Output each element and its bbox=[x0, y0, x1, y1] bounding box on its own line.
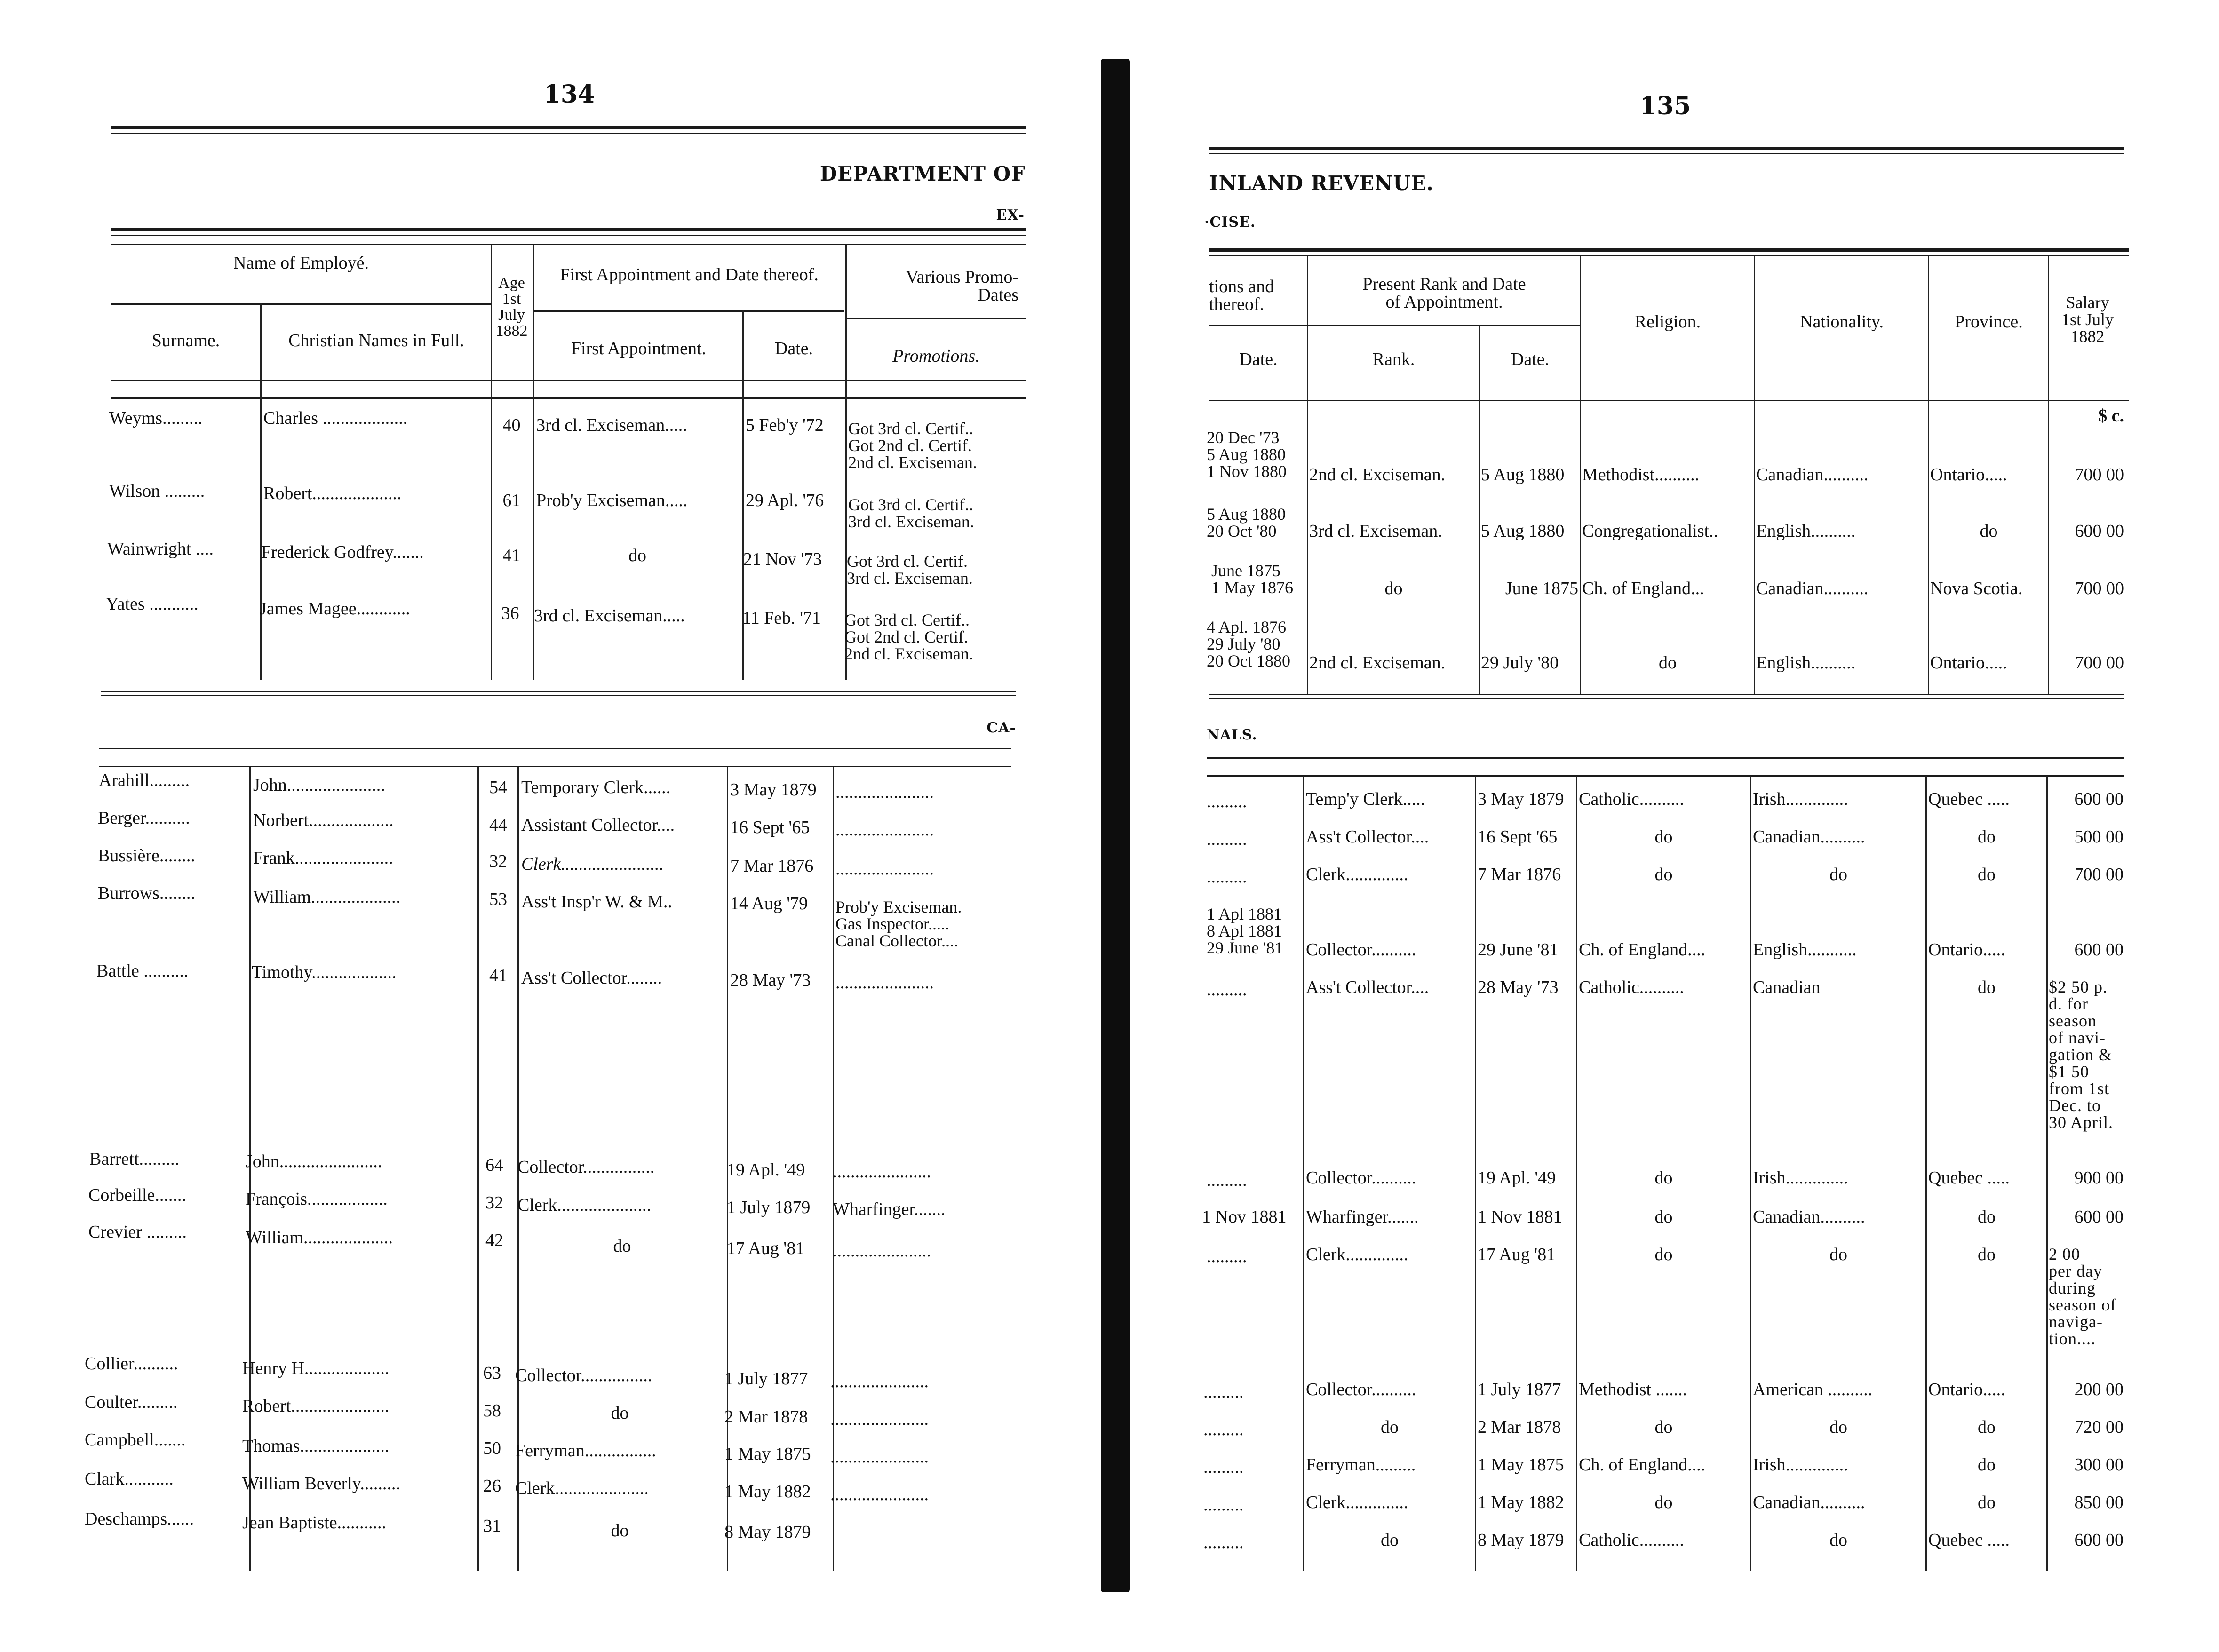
rank-cell: Temp'y Clerk..... bbox=[1306, 789, 1425, 809]
promotions-cell: Prob'y Exciseman. Gas Inspector..... Canal Collector.... bbox=[835, 897, 962, 950]
rank-cell: Ass't Collector.... bbox=[1306, 827, 1429, 847]
right-page-number: 135 bbox=[1639, 92, 1691, 120]
left-department-title: DEPARTMENT OF bbox=[819, 162, 1026, 185]
age-cell: 64 bbox=[485, 1155, 503, 1175]
promotions-cell: ...................... bbox=[830, 1372, 929, 1391]
left-header-appt-rule bbox=[534, 310, 844, 312]
right-department-title: INLAND REVENUE. bbox=[1209, 172, 1434, 195]
header-age: Age 1st July 1882 bbox=[495, 274, 528, 340]
religion-cell: do bbox=[1654, 1493, 1673, 1512]
right-canals-top-rule bbox=[1207, 757, 2124, 759]
province-cell: Quebec ..... bbox=[1928, 1530, 2010, 1550]
nationality-cell: do bbox=[1829, 1417, 1847, 1437]
promotion-date-cell: ......... bbox=[1207, 1247, 1247, 1266]
christian-cell: John....................... bbox=[246, 1152, 382, 1171]
rank-cell: Collector.......... bbox=[1306, 940, 1416, 960]
religion-cell: Catholic.......... bbox=[1579, 789, 1684, 809]
rank-date-cell: 1 Nov 1881 bbox=[1478, 1207, 1562, 1227]
salary-cell: 720 00 bbox=[2074, 1417, 2124, 1437]
religion-cell: do bbox=[1654, 1168, 1673, 1188]
age-cell: 26 bbox=[483, 1476, 501, 1496]
age-cell: 61 bbox=[502, 491, 521, 510]
salary-cell: 500 00 bbox=[2074, 827, 2124, 847]
promotions-cell: ...................... bbox=[835, 973, 934, 993]
right-header-bottom-rule bbox=[1209, 400, 2129, 401]
appointment-cell: do bbox=[611, 1521, 629, 1541]
appointment-cell: Collector................ bbox=[517, 1157, 655, 1177]
promotion-date-cell: ......... bbox=[1207, 980, 1247, 1000]
age-cell: 31 bbox=[483, 1516, 501, 1536]
appointment-cell: 3rd cl. Exciseman..... bbox=[536, 415, 687, 435]
left-header-promo-rule bbox=[847, 318, 1026, 319]
left-page-number: 134 bbox=[543, 80, 595, 109]
promotions-cell: Got 3rd cl. Certif.. Got 2nd cl. Certif. 2nd cl. Exciseman. bbox=[848, 419, 977, 472]
christian-cell: Henry H................... bbox=[242, 1358, 390, 1378]
promotion-date-cell: June 1875 1 May 1876 bbox=[1211, 561, 1293, 597]
right-header-mid-rule bbox=[1209, 325, 1581, 326]
promotions-cell: ...................... bbox=[830, 1409, 929, 1429]
promotion-date-cell: 1 Apl 1881 8 Apl 1881 29 June '81 bbox=[1207, 905, 1283, 957]
promotion-date-cell: ......... bbox=[1207, 867, 1247, 887]
surname-cell: Burrows........ bbox=[98, 883, 195, 903]
promotion-date-cell: 4 Apl. 1876 29 July '80 20 Oct 1880 bbox=[1207, 618, 1290, 670]
province-cell: do bbox=[1978, 865, 1996, 884]
christian-cell: Charles ................... bbox=[263, 408, 408, 428]
surname-cell: Wilson ......... bbox=[109, 481, 205, 501]
religion-cell: Catholic.......... bbox=[1579, 977, 1684, 997]
rank-date-cell: 1 May 1875 bbox=[1478, 1455, 1564, 1475]
date-cell: 1 May 1882 bbox=[724, 1482, 811, 1501]
promotion-date-cell: ......... bbox=[1203, 1382, 1244, 1402]
province-cell: Quebec ..... bbox=[1928, 789, 2010, 809]
salary-cell: 2 00 per day during season of naviga- tion.... bbox=[2049, 1245, 2116, 1348]
rank-date-cell: 28 May '73 bbox=[1478, 977, 1559, 997]
nationality-cell: English........... bbox=[1753, 940, 1857, 960]
date-cell: 17 Aug '81 bbox=[727, 1239, 805, 1258]
left-top-rule bbox=[111, 126, 1026, 129]
date-cell: 28 May '73 bbox=[730, 970, 811, 990]
promotions-cell: Got 3rd cl. Certif. 3rd cl. Exciseman. bbox=[847, 552, 973, 588]
rank-date-cell: 2 Mar 1878 bbox=[1478, 1417, 1561, 1437]
province-cell: Quebec ..... bbox=[1928, 1168, 2010, 1188]
age-cell: 42 bbox=[485, 1231, 503, 1250]
province-cell: do bbox=[1978, 1417, 1996, 1437]
rank-date-cell: 17 Aug '81 bbox=[1478, 1245, 1556, 1264]
header-present-rank: Present Rank and Date of Appointment. bbox=[1362, 274, 1526, 312]
appointment-cell: do bbox=[611, 1403, 629, 1423]
header-surname: Surname. bbox=[151, 331, 220, 350]
nationality-cell: American .......... bbox=[1753, 1380, 1873, 1399]
right-col-line-2 bbox=[1479, 325, 1480, 694]
salary-cell: 900 00 bbox=[2074, 1168, 2124, 1188]
book-gutter bbox=[1101, 59, 1130, 1592]
salary-cell: 850 00 bbox=[2074, 1493, 2124, 1512]
nationality-cell: Canadian.......... bbox=[1753, 827, 1865, 847]
date-cell: 1 July 1879 bbox=[727, 1198, 811, 1217]
left-section-excise: EX- bbox=[996, 207, 1025, 223]
right-section-canals: NALS. bbox=[1207, 727, 1257, 743]
christian-cell: Thomas.................... bbox=[242, 1436, 390, 1456]
right-col-line-5 bbox=[1928, 256, 1929, 694]
date-cell: 2 Mar 1878 bbox=[724, 1407, 808, 1427]
right-col-line-4 bbox=[1754, 256, 1755, 694]
age-cell: 36 bbox=[501, 604, 519, 623]
salary-cell: 700 00 bbox=[2075, 579, 2124, 598]
province-cell: Ontario..... bbox=[1930, 465, 2007, 484]
left-col-line-1 bbox=[260, 303, 262, 680]
rank-cell: Wharfinger....... bbox=[1306, 1207, 1419, 1227]
header-province: Province. bbox=[1955, 312, 2023, 332]
christian-cell: Frank...................... bbox=[253, 848, 393, 868]
rank-cell: do bbox=[1384, 579, 1403, 598]
date-cell: 16 Sept '65 bbox=[730, 818, 810, 837]
age-cell: 44 bbox=[489, 815, 507, 835]
age-cell: 50 bbox=[483, 1438, 501, 1458]
appointment-cell: do bbox=[613, 1236, 631, 1256]
province-cell: do bbox=[1978, 827, 1996, 847]
salary-cell: 700 00 bbox=[2075, 465, 2124, 484]
rank-date-cell: 8 May 1879 bbox=[1478, 1530, 1564, 1550]
date-cell: 29 Apl. '76 bbox=[746, 491, 824, 510]
promotion-date-cell: 1 Nov 1881 bbox=[1202, 1207, 1287, 1227]
province-cell: Ontario..... bbox=[1930, 653, 2007, 673]
appointment-cell: do bbox=[628, 546, 646, 565]
header-salary: Salary 1st July 1882 bbox=[2061, 293, 2114, 346]
left-header-top-rule-thin bbox=[111, 235, 1026, 236]
right-col-line-1 bbox=[1307, 256, 1308, 694]
nationality-cell: English.......... bbox=[1756, 653, 1856, 673]
promotion-date-cell: ......... bbox=[1207, 1170, 1247, 1190]
age-cell: 58 bbox=[483, 1401, 501, 1421]
surname-cell: Barrett......... bbox=[89, 1149, 180, 1169]
promotions-cell: ...................... bbox=[833, 1162, 931, 1182]
date-cell: 19 Apl. '49 bbox=[727, 1160, 805, 1180]
date-cell: 11 Feb. '71 bbox=[742, 608, 821, 628]
rank-cell: 3rd cl. Exciseman. bbox=[1309, 521, 1442, 541]
christian-cell: Robert.................... bbox=[263, 484, 402, 503]
header-first-appointment-group: First Appointment and Date thereof. bbox=[560, 265, 819, 285]
promotions-cell: ...................... bbox=[833, 1241, 931, 1261]
date-cell: 14 Aug '79 bbox=[730, 894, 808, 913]
appointment-cell: Prob'y Exciseman..... bbox=[536, 491, 688, 510]
nationality-cell: do bbox=[1829, 1530, 1847, 1550]
promotion-date-cell: 5 Aug 1880 20 Oct '80 bbox=[1207, 505, 1286, 540]
promotions-cell: ...................... bbox=[830, 1485, 929, 1504]
rank-date-cell: 7 Mar 1876 bbox=[1478, 865, 1561, 884]
province-cell: Nova Scotia. bbox=[1930, 579, 2023, 598]
rank-date-cell: 1 May 1882 bbox=[1478, 1493, 1564, 1512]
surname-cell: Campbell....... bbox=[85, 1430, 186, 1450]
religion-cell: Ch. of England.... bbox=[1579, 940, 1706, 960]
christian-cell: John...................... bbox=[253, 775, 385, 795]
left-canals-rule bbox=[99, 766, 1011, 767]
salary-cell: 300 00 bbox=[2074, 1455, 2124, 1475]
right-canal-col-line-4 bbox=[1750, 776, 1751, 1571]
religion-cell: do bbox=[1659, 653, 1677, 673]
promotions-cell: ...................... bbox=[835, 782, 934, 802]
header-tions-and-thereof: tions and thereof. bbox=[1209, 277, 1274, 314]
surname-cell: Collier.......... bbox=[85, 1354, 178, 1374]
salary-cell: 700 00 bbox=[2074, 865, 2124, 884]
promotions-cell: ...................... bbox=[835, 820, 934, 840]
left-excise-bottom-rule bbox=[101, 691, 1016, 692]
right-canal-col-line-2 bbox=[1475, 776, 1476, 1571]
province-cell: do bbox=[1978, 1207, 1996, 1227]
christian-cell: William.................... bbox=[246, 1228, 393, 1247]
rank-cell: Ferryman......... bbox=[1306, 1455, 1416, 1475]
christian-cell: Jean Baptiste........... bbox=[242, 1513, 387, 1533]
nationality-cell: Canadian.......... bbox=[1756, 579, 1869, 598]
left-header-mid-rule bbox=[111, 303, 492, 305]
salary-cell: 200 00 bbox=[2074, 1380, 2124, 1399]
rank-cell: Clerk.............. bbox=[1306, 1493, 1408, 1512]
promotions-cell: Got 3rd cl. Certif.. 3rd cl. Exciseman. bbox=[848, 495, 974, 531]
surname-cell: Battle .......... bbox=[96, 961, 189, 981]
date-cell: 21 Nov '73 bbox=[743, 549, 822, 569]
promotions-cell: ...................... bbox=[835, 859, 934, 879]
age-cell: 32 bbox=[489, 851, 507, 871]
rank-date-cell: 1 July 1877 bbox=[1478, 1380, 1561, 1399]
age-cell: 41 bbox=[489, 966, 507, 985]
surname-cell: Weyms......... bbox=[109, 408, 203, 428]
salary-cell: 700 00 bbox=[2075, 653, 2124, 673]
religion-cell: do bbox=[1654, 827, 1673, 847]
salary-cell: $2 50 p. d. for season of navi- gation & $1 50 from 1st Dec. to 30 April. bbox=[2049, 977, 2114, 1132]
province-cell: Ontario..... bbox=[1928, 940, 2005, 960]
province-cell: do bbox=[1978, 1455, 1996, 1475]
religion-cell: Methodist.......... bbox=[1582, 465, 1700, 484]
rank-date-cell: 5 Aug 1880 bbox=[1481, 465, 1565, 484]
promotions-cell: Got 3rd cl. Certif.. Got 2nd cl. Certif. 2nd cl. Exciseman. bbox=[844, 611, 973, 663]
province-cell: do bbox=[1978, 1493, 1996, 1512]
left-header-rule bbox=[111, 244, 1026, 245]
religion-cell: Methodist ....... bbox=[1579, 1380, 1687, 1399]
date-cell: 3 May 1879 bbox=[730, 780, 817, 800]
date-cell: 1 May 1875 bbox=[724, 1444, 811, 1464]
salary-cell: 600 00 bbox=[2075, 521, 2124, 541]
religion-cell: do bbox=[1654, 865, 1673, 884]
rank-date-cell: 16 Sept '65 bbox=[1478, 827, 1558, 847]
promotion-date-cell: ......... bbox=[1207, 792, 1247, 811]
rank-date-cell: 5 Aug 1880 bbox=[1481, 521, 1565, 541]
header-date-promotion: Date. bbox=[1239, 349, 1278, 369]
header-date-rank: Date. bbox=[1511, 349, 1550, 369]
promotion-date-cell: ......... bbox=[1203, 1420, 1244, 1439]
header-nationality: Nationality. bbox=[1800, 312, 1884, 332]
province-cell: do bbox=[1978, 977, 1996, 997]
appointment-cell: Clerk..................... bbox=[515, 1478, 649, 1498]
salary-cell: 600 00 bbox=[2074, 789, 2124, 809]
right-header-top-rule-thin bbox=[1209, 255, 2129, 256]
date-cell: 1 July 1877 bbox=[724, 1369, 808, 1389]
left-top-rule-thin bbox=[111, 133, 1026, 134]
appointment-cell: 3rd cl. Exciseman..... bbox=[534, 606, 685, 626]
surname-cell: Yates ........... bbox=[106, 594, 199, 614]
rank-date-cell: 19 Apl. '49 bbox=[1478, 1168, 1556, 1188]
appointment-cell: Clerk..................... bbox=[517, 1195, 651, 1215]
appointment-cell: Ass't Insp'r W. & M.. bbox=[521, 892, 672, 912]
right-top-rule bbox=[1209, 147, 2124, 150]
promotion-date-cell: 20 Dec '73 5 Aug 1880 1 Nov 1880 bbox=[1207, 428, 1287, 481]
surname-cell: Wainwright .... bbox=[107, 539, 214, 559]
header-religion: Religion. bbox=[1634, 312, 1701, 332]
right-header-top-rule bbox=[1209, 248, 2129, 252]
left-header-top-rule bbox=[111, 228, 1026, 231]
promotions-cell: ...................... bbox=[830, 1447, 929, 1467]
rank-cell: do bbox=[1381, 1417, 1399, 1437]
right-canal-col-line-5 bbox=[1925, 776, 1927, 1571]
header-date: Date. bbox=[774, 339, 813, 358]
surname-cell: Crevier ......... bbox=[88, 1222, 187, 1242]
christian-cell: Frederick Godfrey....... bbox=[261, 542, 424, 562]
rank-date-cell: June 1875 bbox=[1505, 579, 1578, 598]
right-top-rule-thin bbox=[1209, 153, 2124, 154]
surname-cell: Arahill......... bbox=[99, 770, 190, 790]
province-cell: do bbox=[1978, 1245, 1996, 1264]
surname-cell: Berger.......... bbox=[98, 808, 190, 828]
header-promotions: Promotions. bbox=[892, 346, 980, 366]
left-body-top-rule bbox=[111, 397, 1026, 399]
salary-cell: 600 00 bbox=[2074, 1530, 2124, 1550]
nationality-cell: Canadian bbox=[1753, 977, 1821, 997]
nationality-cell: do bbox=[1829, 1245, 1847, 1264]
promotion-date-cell: ......... bbox=[1203, 1495, 1244, 1515]
age-cell: 53 bbox=[489, 890, 507, 909]
nationality-cell: Irish.............. bbox=[1753, 789, 1848, 809]
surname-cell: Coulter......... bbox=[85, 1392, 178, 1412]
rank-cell: 2nd cl. Exciseman. bbox=[1309, 653, 1446, 673]
right-col-line-3 bbox=[1580, 256, 1581, 694]
province-cell: Ontario..... bbox=[1928, 1380, 2005, 1399]
surname-cell: Bussière........ bbox=[98, 846, 195, 866]
surname-cell: Clark........... bbox=[85, 1469, 174, 1489]
christian-cell: William.................... bbox=[253, 887, 400, 907]
rank-cell: Ass't Collector.... bbox=[1306, 977, 1429, 997]
nationality-cell: Canadian.......... bbox=[1756, 465, 1869, 484]
rank-cell: Clerk.............. bbox=[1306, 865, 1408, 884]
salary-cell: 600 00 bbox=[2074, 1207, 2124, 1227]
nationality-cell: do bbox=[1829, 865, 1847, 884]
nationality-cell: Canadian.......... bbox=[1753, 1207, 1865, 1227]
christian-cell: François.................. bbox=[246, 1189, 388, 1209]
right-excise-bottom-rule bbox=[1209, 694, 2124, 695]
nationality-cell: Irish.............. bbox=[1753, 1455, 1848, 1475]
province-cell: do bbox=[1980, 521, 1998, 541]
header-name-of-employe: Name of Employé. bbox=[233, 253, 369, 273]
appointment-cell: Clerk....................... bbox=[521, 854, 664, 874]
surname-cell: Deschamps...... bbox=[85, 1509, 194, 1529]
christian-cell: Norbert................... bbox=[253, 810, 394, 830]
appointment-cell: Temporary Clerk...... bbox=[521, 778, 671, 797]
rank-date-cell: 29 July '80 bbox=[1481, 653, 1559, 673]
rank-cell: Clerk.............. bbox=[1306, 1245, 1408, 1264]
left-section-canals: CA- bbox=[986, 720, 1016, 736]
religion-cell: do bbox=[1654, 1207, 1673, 1227]
rank-date-cell: 29 June '81 bbox=[1478, 940, 1559, 960]
promotion-date-cell: ......... bbox=[1203, 1533, 1244, 1552]
appointment-cell: Ferryman................ bbox=[515, 1441, 656, 1461]
right-section-excise: ·CISE. bbox=[1204, 214, 1256, 230]
promotions-cell: Wharfinger....... bbox=[833, 1199, 946, 1219]
header-rank: Rank. bbox=[1372, 349, 1415, 369]
right-excise-bottom-rule-thin bbox=[1209, 698, 2124, 699]
rank-cell: Collector.......... bbox=[1306, 1168, 1416, 1188]
date-cell: 5 Feb'y '72 bbox=[746, 415, 824, 435]
header-first-appointment: First Appointment. bbox=[571, 339, 707, 358]
right-canal-col-line-1 bbox=[1303, 776, 1304, 1571]
rank-cell: 2nd cl. Exciseman. bbox=[1309, 465, 1446, 484]
date-cell: 8 May 1879 bbox=[724, 1522, 811, 1542]
surname-cell: Corbeille....... bbox=[88, 1185, 186, 1205]
salary-units: $ c. bbox=[2098, 406, 2124, 426]
religion-cell: Ch. of England.... bbox=[1579, 1455, 1706, 1475]
religion-cell: do bbox=[1654, 1245, 1673, 1264]
christian-cell: William Beverly......... bbox=[242, 1474, 400, 1493]
appointment-cell: Collector................ bbox=[515, 1366, 652, 1385]
rank-cell: Collector.......... bbox=[1306, 1380, 1416, 1399]
religion-cell: Congregationalist.. bbox=[1582, 521, 1718, 541]
religion-cell: Catholic.......... bbox=[1579, 1530, 1684, 1550]
header-various-promotions: Various Promo- Dates bbox=[906, 267, 1018, 305]
left-header-bottom-rule bbox=[111, 380, 1026, 381]
promotion-date-cell: ......... bbox=[1207, 829, 1247, 849]
christian-cell: James Magee............ bbox=[260, 599, 410, 619]
religion-cell: Ch. of England... bbox=[1582, 579, 1704, 598]
age-cell: 41 bbox=[502, 546, 521, 565]
date-cell: 7 Mar 1876 bbox=[730, 856, 814, 876]
age-cell: 63 bbox=[483, 1363, 501, 1383]
rank-cell: do bbox=[1381, 1530, 1399, 1550]
christian-cell: Timothy................... bbox=[252, 962, 397, 982]
nationality-cell: Irish.............. bbox=[1753, 1168, 1848, 1188]
nationality-cell: English.......... bbox=[1756, 521, 1856, 541]
age-cell: 40 bbox=[502, 415, 521, 435]
age-cell: 32 bbox=[485, 1193, 503, 1213]
christian-cell: Robert...................... bbox=[242, 1396, 390, 1416]
nationality-cell: Canadian.......... bbox=[1753, 1493, 1865, 1512]
left-canals-top-rule bbox=[99, 748, 1011, 749]
religion-cell: do bbox=[1654, 1417, 1673, 1437]
left-excise-bottom-rule-thin bbox=[101, 695, 1016, 696]
header-christian-names: Christian Names in Full. bbox=[288, 331, 464, 350]
appointment-cell: Assistant Collector.... bbox=[521, 815, 675, 835]
appointment-cell: Ass't Collector........ bbox=[521, 968, 662, 988]
promotion-date-cell: ......... bbox=[1203, 1457, 1244, 1477]
age-cell: 54 bbox=[489, 778, 507, 797]
salary-cell: 600 00 bbox=[2074, 940, 2124, 960]
right-canals-rule bbox=[1207, 775, 2124, 777]
rank-date-cell: 3 May 1879 bbox=[1478, 789, 1564, 809]
